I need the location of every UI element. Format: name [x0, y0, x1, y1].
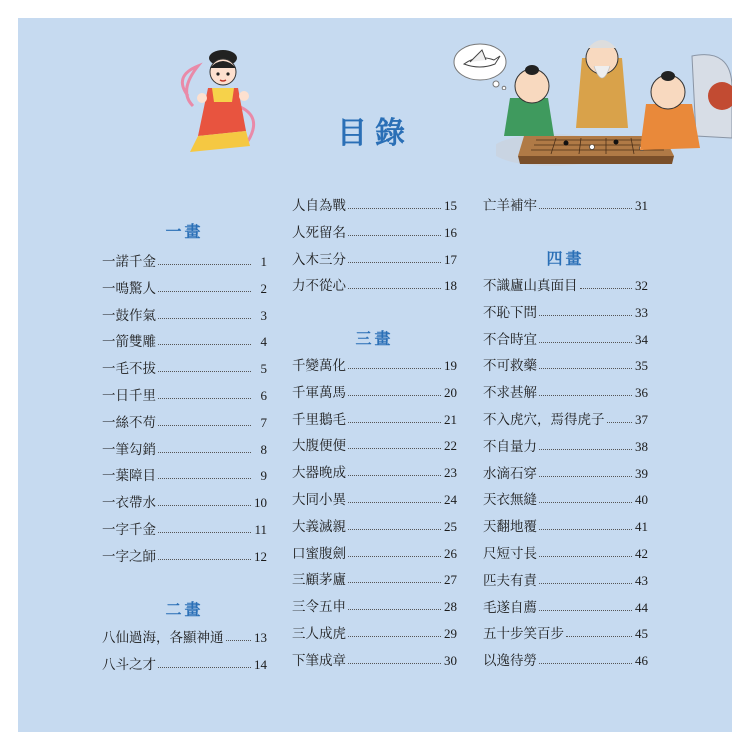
dot-leader	[348, 556, 441, 557]
dot-leader	[348, 395, 441, 396]
toc-entry[interactable]	[292, 248, 457, 268]
toc-entry[interactable]	[102, 464, 267, 484]
toc-entry-title: 三顧茅廬	[292, 572, 346, 589]
toc-entry[interactable]	[292, 622, 457, 642]
toc-entry[interactable]	[292, 221, 457, 241]
dot-leader	[607, 422, 633, 423]
toc-entry[interactable]	[483, 462, 648, 482]
toc-entry-title: 水滴石穿	[483, 465, 537, 482]
toc-entry-page-number: 25	[444, 518, 457, 534]
toc-entry-title: 千變萬化	[292, 358, 346, 374]
toc-entry-title: 一衣帶水	[102, 495, 156, 512]
toc-entry-title: 下筆成章	[292, 652, 346, 669]
toc-entry-page-number: 43	[635, 572, 648, 588]
dot-leader	[158, 452, 251, 453]
dot-leader	[158, 371, 251, 372]
toc-entry-title: 毛遂自薦	[483, 599, 537, 616]
toc-entry-page-number: 12	[254, 548, 267, 564]
toc-entry-title: 一字之師	[102, 548, 156, 565]
toc-entry[interactable]	[483, 569, 648, 589]
toc-entry[interactable]	[292, 461, 457, 481]
toc-entry-page-number: 41	[635, 519, 648, 535]
toc-entry-title: 一諾千金	[102, 254, 156, 270]
toc-entry[interactable]	[102, 411, 267, 431]
toc-entry-page-number: 42	[635, 546, 648, 561]
toc-entry-page-number: 19	[444, 358, 457, 373]
toc-entry-title: 八仙過海，各顯神通	[102, 630, 224, 646]
dot-leader	[539, 556, 632, 557]
dot-leader	[348, 663, 441, 664]
dot-leader	[348, 475, 441, 476]
section-heading: 四畫	[546, 249, 585, 268]
toc-entry-title: 不可救藥	[483, 358, 537, 375]
toc-entry[interactable]	[292, 434, 457, 454]
toc-entry[interactable]	[483, 301, 648, 321]
toc-entry-page-number: 2	[260, 280, 267, 296]
dot-leader	[539, 610, 632, 611]
dot-leader	[158, 478, 251, 479]
toc-entry-page-number: 16	[444, 224, 457, 240]
toc-entry-title: 一筆勾銷	[102, 441, 156, 458]
toc-entry-title: 入木三分	[292, 251, 346, 268]
toc-entry-page-number: 11	[254, 522, 267, 537]
toc-entry-page-number: 18	[444, 278, 457, 294]
dot-leader	[348, 235, 441, 236]
dot-leader	[348, 208, 441, 209]
toc-entry-page-number: 31	[635, 198, 648, 213]
toc-entry-title: 一鳴驚人	[102, 280, 156, 297]
dot-leader	[539, 315, 632, 316]
toc-entry[interactable]	[102, 330, 267, 350]
dot-leader	[539, 342, 632, 343]
dot-leader	[539, 208, 632, 209]
toc-entry-title: 人自為戰	[292, 198, 346, 214]
dot-leader	[348, 502, 441, 503]
toc-entry-title: 千軍萬馬	[292, 384, 346, 401]
toc-entry-page-number: 9	[260, 468, 267, 484]
toc-entry[interactable]	[102, 277, 267, 297]
toc-entry-title: 口蜜腹劍	[292, 545, 346, 562]
toc-entry[interactable]	[483, 354, 648, 374]
dot-leader	[158, 505, 251, 506]
toc-entry-page-number: 4	[260, 334, 267, 350]
toc-entry[interactable]	[102, 384, 267, 404]
toc-entry-title: 不恥下問	[483, 304, 537, 321]
section-heading: 二畫	[165, 600, 204, 619]
toc-entry-title: 大同小異	[292, 492, 346, 508]
toc-entry-page-number: 20	[444, 384, 457, 400]
toc-entry-page-number: 39	[635, 465, 648, 481]
toc-entry-page-number: 7	[260, 414, 267, 430]
toc-entry[interactable]	[102, 491, 267, 511]
toc-entry-page-number: 6	[260, 388, 267, 403]
toc-entry-title: 一毛不拔	[102, 361, 156, 378]
toc-entry-title: 千里鵝毛	[292, 411, 346, 428]
dot-leader	[348, 636, 441, 637]
dot-leader	[539, 663, 632, 664]
toc-entry-page-number: 35	[635, 358, 648, 374]
dot-leader	[348, 368, 441, 369]
toc-entry[interactable]	[292, 354, 457, 374]
toc-entry[interactable]	[102, 653, 267, 673]
toc-entry-title: 不求甚解	[483, 385, 537, 402]
dot-leader	[158, 291, 251, 292]
dot-leader	[348, 262, 441, 263]
toc-entry-title: 以逸待勞	[483, 653, 537, 670]
toc-entry[interactable]	[292, 595, 457, 615]
toc-entry[interactable]	[483, 649, 648, 669]
dot-leader	[566, 636, 632, 637]
toc-entry[interactable]	[102, 304, 267, 324]
dot-leader	[158, 425, 251, 426]
toc-entry-title: 大器晚成	[292, 465, 346, 482]
section-heading: 一畫	[165, 222, 204, 241]
toc-entry[interactable]	[483, 542, 648, 562]
toc-entry[interactable]	[483, 622, 648, 642]
toc-entry-title: 大腹便便	[292, 438, 346, 455]
toc-entry[interactable]	[292, 274, 457, 294]
toc-entry-title: 不入虎穴，焉得虎子	[483, 412, 605, 428]
toc-entry-title: 人死留名	[292, 224, 346, 241]
toc-entry-page-number: 14	[254, 656, 267, 672]
toc-entry[interactable]	[292, 649, 457, 669]
toc-entry-title: 不識廬山真面目	[483, 278, 578, 294]
toc-entry[interactable]	[292, 408, 457, 428]
dot-leader	[348, 448, 441, 449]
toc-entry-page-number: 46	[635, 653, 648, 669]
toc-entry-title: 尺短寸長	[483, 546, 537, 562]
toc-entry[interactable]	[292, 568, 457, 588]
toc-entry-title: 不自量力	[483, 438, 537, 455]
dot-leader	[226, 640, 252, 641]
toc-entry-page-number: 23	[444, 465, 457, 481]
toc-entry-title: 三人成虎	[292, 626, 346, 642]
toc-entry-page-number: 5	[260, 361, 267, 377]
dot-leader	[539, 583, 632, 584]
dot-leader	[158, 559, 251, 560]
toc-entry-page-number: 26	[444, 545, 457, 561]
toc-entry-page-number: 37	[635, 412, 648, 427]
toc-entry-title: 一葉障目	[102, 468, 156, 485]
toc-entry-page-number: 34	[635, 331, 648, 347]
toc-entry[interactable]	[483, 408, 648, 428]
dot-leader	[158, 667, 251, 668]
toc-entry-title: 天翻地覆	[483, 519, 537, 536]
toc-entry-page-number: 29	[444, 626, 457, 641]
dot-leader	[539, 476, 632, 477]
dot-leader	[539, 395, 632, 396]
dot-leader	[348, 529, 441, 530]
toc-entry[interactable]	[483, 274, 648, 294]
dot-leader	[158, 344, 251, 345]
toc-entry[interactable]	[102, 250, 267, 270]
go-game-scene-illustration	[496, 28, 732, 178]
page-title: 目錄	[337, 116, 413, 151]
dot-leader	[539, 368, 632, 369]
toc-entry-title: 天衣無縫	[483, 492, 537, 509]
dot-leader	[539, 529, 632, 530]
toc-entry[interactable]	[102, 438, 267, 458]
dot-leader	[158, 398, 251, 399]
toc-entry-page-number: 45	[635, 626, 648, 642]
toc-entry-page-number: 36	[635, 385, 648, 401]
toc-entry-page-number: 38	[635, 438, 648, 454]
dot-leader	[539, 449, 632, 450]
toc-entry-page-number: 24	[444, 492, 457, 507]
toc-entry[interactable]	[102, 545, 267, 565]
toc-entry[interactable]	[483, 194, 648, 214]
toc-entry-title: 三令五申	[292, 599, 346, 616]
toc-entry-page-number: 3	[260, 307, 267, 323]
toc-entry-title: 不合時宜	[483, 331, 537, 348]
toc-entry[interactable]	[102, 626, 267, 646]
toc-entry[interactable]	[292, 194, 457, 214]
toc-entry-page-number: 17	[444, 251, 457, 267]
toc-entry-page-number: 1	[260, 254, 267, 269]
toc-entry-title: 八斗之才	[102, 656, 156, 673]
dot-leader	[348, 609, 441, 610]
toc-entry-title: 一絲不苟	[102, 414, 156, 431]
toc-entry-page-number: 28	[444, 599, 457, 615]
dot-leader	[348, 422, 441, 423]
toc-entry-title: 匹夫有責	[483, 572, 537, 589]
dot-leader	[158, 532, 251, 533]
dot-leader	[348, 582, 441, 583]
section-heading: 三畫	[355, 329, 394, 348]
toc-entry-page-number: 21	[444, 411, 457, 427]
dot-leader	[539, 502, 632, 503]
toc-entry-page-number: 13	[254, 630, 267, 645]
toc-entry-title: 五十步笑百步	[483, 626, 564, 643]
toc-entry-page-number: 33	[635, 304, 648, 320]
toc-entry-page-number: 27	[444, 572, 457, 588]
dot-leader	[580, 288, 633, 289]
toc-entry-page-number: 30	[444, 652, 457, 668]
dot-leader	[158, 264, 251, 265]
toc-entry-page-number: 10	[254, 495, 267, 511]
toc-entry-title: 亡羊補牢	[483, 198, 537, 214]
toc-entry-page-number: 40	[635, 492, 648, 508]
toc-entry-page-number: 44	[635, 599, 648, 615]
toc-entry[interactable]	[102, 357, 267, 377]
toc-entry[interactable]	[483, 596, 648, 616]
dot-leader	[348, 288, 441, 289]
toc-entry-title: 力不從心	[292, 278, 346, 295]
toc-entry-page-number: 15	[444, 198, 457, 213]
toc-entry[interactable]	[102, 518, 267, 538]
toc-entry[interactable]	[483, 435, 648, 455]
toc-entry-page-number: 22	[444, 438, 457, 454]
toc-entry[interactable]	[292, 381, 457, 401]
toc-entry-title: 一字千金	[102, 522, 156, 538]
toc-entry-page-number: 8	[260, 441, 267, 457]
toc-entry[interactable]	[292, 488, 457, 508]
toc-entry-title: 一日千里	[102, 388, 156, 404]
toc-entry[interactable]	[483, 381, 648, 401]
toc-entry[interactable]	[292, 542, 457, 562]
toc-entry-title: 大義滅親	[292, 518, 346, 535]
toc-entry[interactable]	[483, 328, 648, 348]
toc-entry-page-number: 32	[635, 278, 648, 293]
toc-entry-title: 一鼓作氣	[102, 307, 156, 324]
dot-leader	[158, 318, 251, 319]
toc-entry[interactable]	[483, 488, 648, 508]
toc-entry[interactable]	[483, 515, 648, 535]
toc-entry-title: 一箭雙雕	[102, 334, 156, 351]
toc-entry[interactable]	[292, 515, 457, 535]
